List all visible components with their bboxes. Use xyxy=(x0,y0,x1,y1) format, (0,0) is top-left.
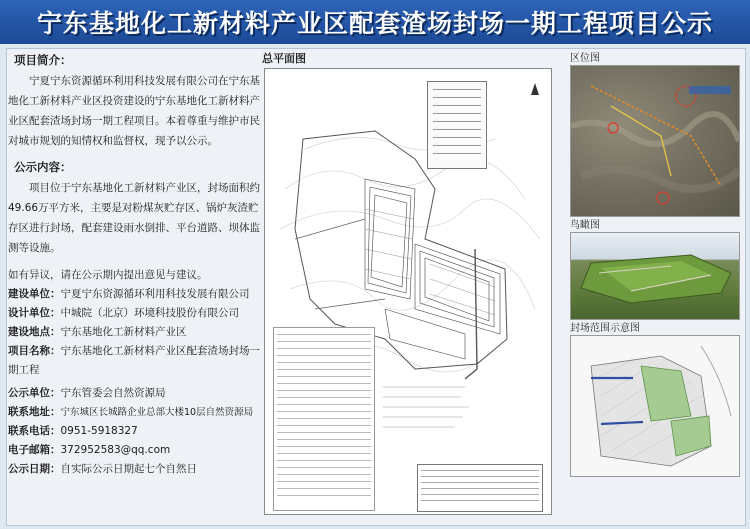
info-value: 372952583@qq.com xyxy=(60,444,171,456)
info-label: 项目名称： xyxy=(8,345,61,357)
info-label: 公示日期： xyxy=(8,463,61,475)
info-row-builder xyxy=(8,285,260,304)
info-value: 宁东城区长城路企业总部大楼10层自然资源局 xyxy=(60,407,254,418)
location-map-svg xyxy=(571,66,739,216)
info-value: 宁东管委会自然资源局 xyxy=(60,387,166,399)
drawing-title-block xyxy=(417,464,543,512)
info-label: 公示单位： xyxy=(8,387,61,399)
info-value: 宁夏宁东资源循环利用科技发展有限公司 xyxy=(60,288,250,300)
scope-map-image xyxy=(570,335,740,477)
info-label: 联系地址： xyxy=(8,406,61,418)
info-value: 宁东基地化工新材料产业区配套渣场封场一期工程 xyxy=(8,345,260,376)
info-value: 宁东基地化工新材料产业区 xyxy=(60,326,187,338)
info-row-publisher xyxy=(8,384,260,403)
location-map-label: 区位图 xyxy=(570,53,600,64)
info-value: 中城院（北京）环境科技股份有限公司 xyxy=(60,307,239,319)
plan-notes-table xyxy=(273,327,375,511)
info-row-project xyxy=(8,342,260,380)
plan-column xyxy=(262,52,564,520)
scope-map-label: 封场范围示意图 xyxy=(570,323,640,334)
info-row-date xyxy=(8,460,260,479)
scope-map-svg xyxy=(571,336,739,476)
info-row-address xyxy=(8,403,260,422)
text-column xyxy=(8,52,260,520)
info-value: 0951-5918327 xyxy=(60,425,138,437)
info-row-phone xyxy=(8,422,260,441)
info-row-email xyxy=(8,441,260,460)
content-paragraph: 项目位于宁东基地化工新材料产业区，封场面积约49.66万平方米，主要是对粉煤灰贮存区、锅炉灰渣贮存区进行封场，配套建设雨水倒排、平台道路、坝体监测等设施。 xyxy=(8,182,260,254)
info-list xyxy=(8,285,260,479)
info-row-designer xyxy=(8,304,260,323)
plan-title: 总平面图 xyxy=(262,52,306,65)
title-banner xyxy=(0,0,750,44)
info-label: 建设地点： xyxy=(8,326,61,338)
info-label: 建设单位： xyxy=(8,288,61,300)
page-title: 宁东基地化工新材料产业区配套渣场封场一期工程项目公示 xyxy=(36,9,713,38)
info-row-location xyxy=(8,323,260,342)
aerial-view-label: 鸟瞰图 xyxy=(570,220,600,231)
plan-legend xyxy=(427,81,487,169)
content-heading: 公示内容： xyxy=(14,160,72,174)
aerial-view-svg xyxy=(571,233,739,319)
info-label: 设计单位： xyxy=(8,307,61,319)
info-value: 自实际公示日期起七个自然日 xyxy=(60,463,197,475)
aerial-view-image xyxy=(570,232,740,320)
intro-heading: 项目简介： xyxy=(14,53,72,67)
image-column xyxy=(570,52,742,520)
location-map-image xyxy=(570,65,740,217)
notice-line: 如有异议，请在公示期内提出意见与建议。 xyxy=(8,269,208,281)
info-label: 联系电话： xyxy=(8,425,61,437)
info-label: 电子邮箱： xyxy=(8,444,61,456)
intro-paragraph: 宁夏宁东资源循环利用科技发展有限公司在宁东基地化工新材料产业区投资建设的宁东基地化工新材料产业区配套渣场封场一期工程项目。本着尊重与维护市民对城市规划的知情权和监督权，现予以公示。 xyxy=(8,75,260,147)
site-plan-drawing xyxy=(264,68,552,515)
